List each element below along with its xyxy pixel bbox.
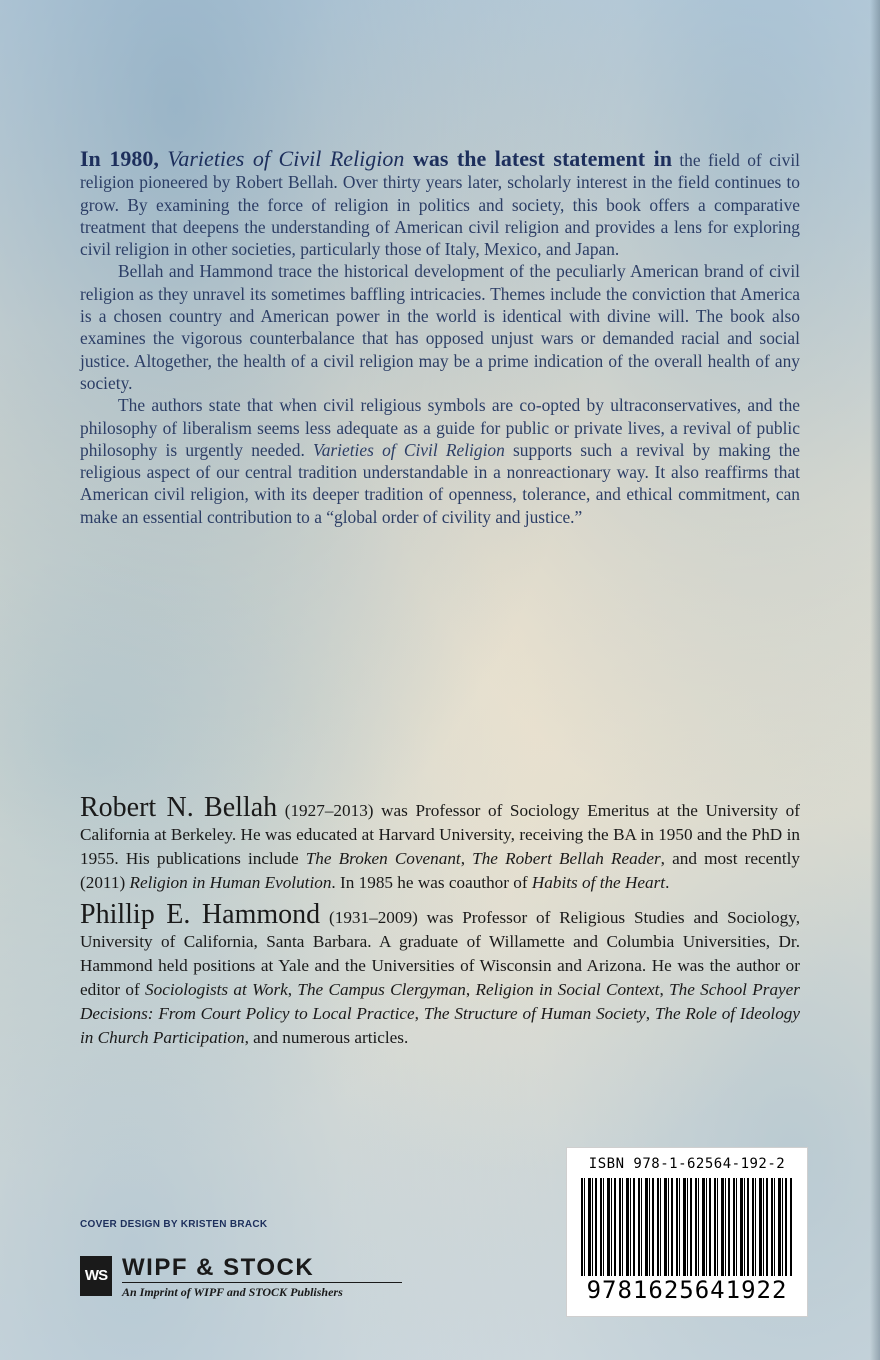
publisher-logo bbox=[80, 1256, 410, 1300]
author-name-bellah: Robert N. Bellah bbox=[80, 792, 278, 823]
bio-hammond: Phillip E. Hammond (1931–2009) was Professor of Religious Studies and Sociology, University of California, Santa Barbara. A graduate of Willamette and Columbia Universities, Dr. Hammond held positions at Yale and the Universities of Wisconsin and Arizona. He was the author or editor of Sociologists at Work, The Campus Clergyman, Religion in Social Context, The School Prayer Decisions: From Court Policy to Local Practice, The Structure of Human Society, The Role of Ideology in Church Participation, and numerous articles. bbox=[80, 899, 801, 1047]
description-paragraph-2: Bellah and Hammond trace the historical development of the peculiarly American brand of civil religion as they unravel its sometimes baffling intricacies. Themes include the conviction that America is a chosen country and American power in the world is identical with divine will. The book also examines the vigorous counterbalance that has opposed unjust wars or demanded racial and social justice. Altogether, the health of a civil religion may be a prime indication of the overall health of any society. bbox=[80, 261, 800, 393]
barcode-bars bbox=[581, 1178, 793, 1276]
page-edge bbox=[870, 0, 880, 1360]
description-paragraph-3: The authors state that when civil religious symbols are co-opted by ultraconservatives, and the philosophy of liberalism seems less adequate as a guide for public or private lives, a revival of public philosophy is urgently needed. Varieties of Civil Religion supports such a revival by making the religious aspect of our central tradition understandable in a nonreactionary way. It also reaffirms that American civil religion, with its deeper tradition of openness, tolerance, and ethical commitment, can make an essential contribution to a “global order of civility and justice.” bbox=[80, 395, 800, 527]
publisher-imprint: An Imprint of WIPF and STOCK Publishers bbox=[122, 1285, 343, 1299]
isbn-barcode bbox=[566, 1147, 808, 1317]
author-bios bbox=[80, 792, 801, 1058]
description-lead: In 1980, Varieties of Civil Religion was the latest statement in bbox=[80, 146, 672, 171]
isbn-label: ISBN 978-1-62564-192-2 bbox=[588, 1156, 786, 1172]
publisher-name: WIPF & STOCK bbox=[122, 1254, 315, 1281]
bio-bellah: Robert N. Bellah (1927–2013) was Professor of Sociology Emeritus at the University of California at Berkeley. He was educated at Harvard University, receiving the BA in 1950 and the PhD in 1955. His publications include The Broken Covenant, The Robert Bellah Reader, and most recently (2011) Religion in Human Evolution. In 1985 he was coauthor of Habits of the Heart. bbox=[80, 792, 801, 892]
description-paragraph-1: In 1980, Varieties of Civil Religion was the latest statement in the field of civil religion pioneered by Robert Bellah. Over thirty years later, scholarly interest in the field continues to grow. By examining the force of religion in politics and society, this book offers a comparative treatment that deepens the understanding of American civil religion and provides a lens for exploring civil religion in other societies, particularly those of Italy, Mexico, and Japan. bbox=[80, 146, 800, 260]
publisher-divider bbox=[122, 1282, 402, 1283]
barcode-number: 9781625641922 bbox=[586, 1276, 788, 1304]
author-name-hammond: Phillip E. Hammond bbox=[80, 899, 321, 930]
ws-logo-icon: WS bbox=[80, 1256, 112, 1296]
book-description bbox=[80, 148, 800, 528]
cover-design-credit: COVER DESIGN BY KRISTEN BRACK bbox=[80, 1219, 268, 1230]
